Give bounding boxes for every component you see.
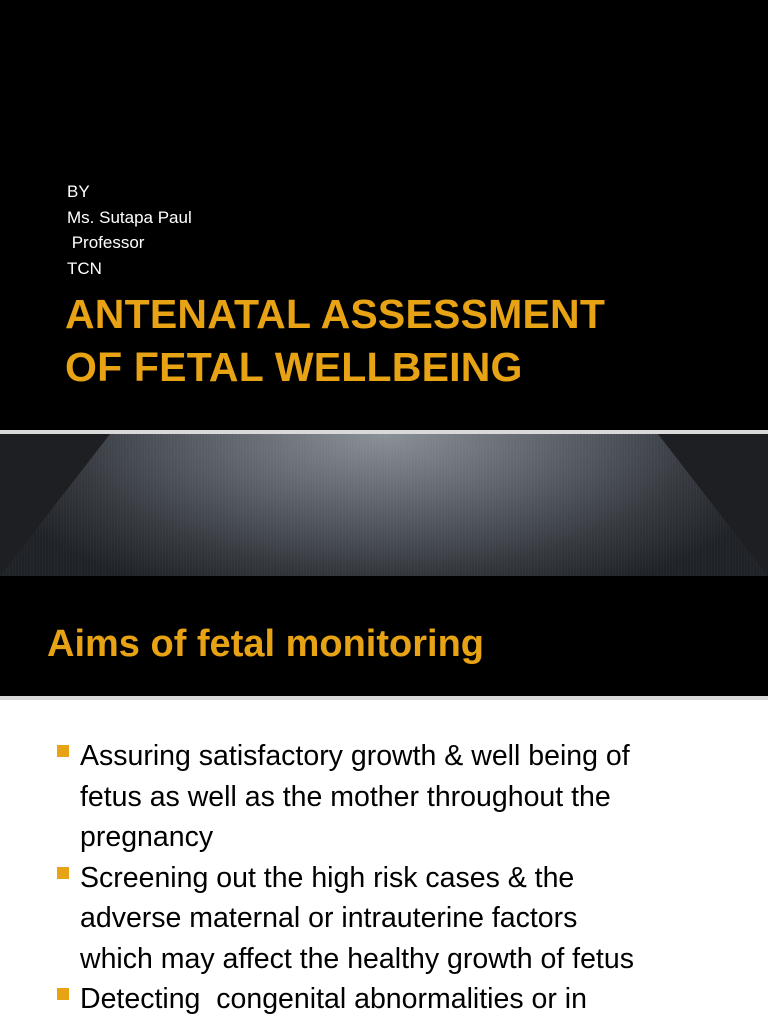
author-line-by: BY [67, 182, 90, 201]
author-name: Ms. Sutapa Paul [67, 207, 192, 227]
bullet-line: fetus as well as the mother throughout the [80, 780, 611, 813]
band-right-corner [658, 434, 768, 576]
bullet-list [56, 736, 756, 1020]
slide-title-line-2: OF FETAL WELLBEING [65, 344, 523, 390]
bullet-line: Assuring satisfactory growth & well being of [80, 740, 630, 772]
bullet-line: adverse maternal or intrauterine factors [80, 902, 578, 934]
content-slide-title: Aims of fetal monitoring [47, 623, 484, 665]
header-divider [0, 696, 768, 700]
square-bullet-icon [57, 867, 69, 879]
square-bullet-icon [57, 745, 69, 757]
band-left-corner [0, 434, 110, 576]
bullet-line: Detecting congenital abnormalities or in [80, 983, 587, 1015]
bullet-item [56, 736, 756, 858]
bullet-item [56, 858, 756, 980]
slide-title-line-1: ANTENATAL ASSESSMENT [65, 291, 606, 337]
bullet-line: Screening out the high risk cases & the [80, 861, 575, 894]
author-block [67, 179, 192, 281]
bullet-line: pregnancy [80, 821, 214, 853]
author-institution: TCN [67, 258, 102, 278]
content-slide [0, 576, 768, 1024]
slide-title [65, 288, 755, 394]
square-bullet-icon [57, 988, 69, 1000]
content-slide-header [0, 576, 768, 696]
decorative-gradient-band [0, 434, 768, 576]
bullet-line: which may affect the healthy growth of fetus [80, 942, 634, 975]
band-texture [0, 434, 768, 576]
bullet-item [56, 979, 756, 1020]
author-position: Professor [67, 233, 145, 252]
